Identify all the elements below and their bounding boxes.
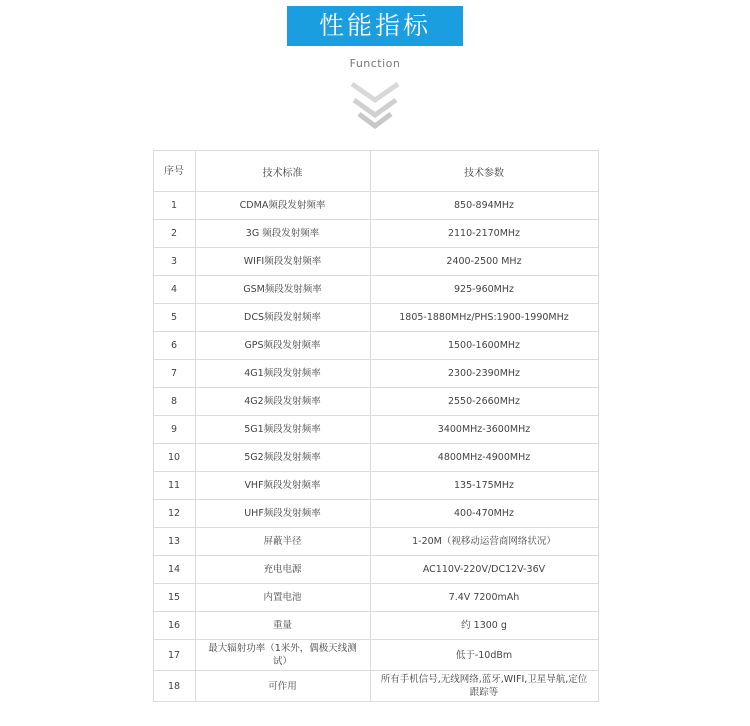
table-row [153, 416, 598, 444]
cell-standard: 充电电源 [195, 556, 370, 584]
spec-table-head [153, 151, 598, 192]
table-row [153, 388, 598, 416]
cell-no: 3 [153, 248, 195, 276]
table-row [153, 500, 598, 528]
header-cell-standard: 技术标准 [195, 151, 370, 192]
cell-param: 2400-2500 MHz [370, 248, 598, 276]
cell-param: 1-20M（视移动运营商网络状况） [370, 528, 598, 556]
cell-param: 2550-2660MHz [370, 388, 598, 416]
cell-no: 9 [153, 416, 195, 444]
header-cell-no: 序号 [153, 151, 195, 192]
cell-param: 3400MHz-3600MHz [370, 416, 598, 444]
cell-no: 8 [153, 388, 195, 416]
cell-param: 1805-1880MHz/PHS:1900-1990MHz [370, 304, 598, 332]
cell-param: AC110V-220V/DC12V-36V [370, 556, 598, 584]
cell-standard: VHF频段发射频率 [195, 472, 370, 500]
cell-no: 5 [153, 304, 195, 332]
page-title: 性能指标 [287, 6, 463, 46]
cell-no: 2 [153, 220, 195, 248]
cell-standard: 内置电池 [195, 584, 370, 612]
table-row [153, 528, 598, 556]
cell-no: 7 [153, 360, 195, 388]
cell-standard-text: 最大辐射功率（1米外，偶极天线测试） [208, 643, 357, 667]
cell-standard: 5G1频段发射频率 [195, 416, 370, 444]
table-row [153, 612, 598, 640]
cell-param-text: 所有手机信号,无线网络,蓝牙,WIFI,卫星导航,定位跟踪等 [380, 674, 588, 698]
cell-no: 18 [153, 671, 195, 702]
table-row [153, 276, 598, 304]
cell-param [370, 671, 598, 702]
cell-standard: 可作用 [195, 671, 370, 702]
cell-standard: WIFI频段发射频率 [195, 248, 370, 276]
spec-table-body [153, 192, 598, 702]
page-root [0, 6, 750, 726]
cell-standard: 重量 [195, 612, 370, 640]
table-row [153, 360, 598, 388]
spec-table-wrapper [153, 150, 598, 702]
cell-no: 4 [153, 276, 195, 304]
cell-standard: 屏蔽半径 [195, 528, 370, 556]
cell-standard: UHF频段发射频率 [195, 500, 370, 528]
cell-param: 2300-2390MHz [370, 360, 598, 388]
cell-param: 400-470MHz [370, 500, 598, 528]
table-row [153, 332, 598, 360]
table-row [153, 248, 598, 276]
double-chevron-down-icon [345, 80, 405, 132]
cell-no: 15 [153, 584, 195, 612]
cell-standard: 3G 频段发射频率 [195, 220, 370, 248]
cell-param: 约 1300 g [370, 612, 598, 640]
cell-no: 16 [153, 612, 195, 640]
cell-param: 1500-1600MHz [370, 332, 598, 360]
cell-param: 850-894MHz [370, 192, 598, 220]
cell-standard: GSM频段发射频率 [195, 276, 370, 304]
cell-standard: 5G2频段发射频率 [195, 444, 370, 472]
cell-standard: CDMA频段发射频率 [195, 192, 370, 220]
cell-no: 13 [153, 528, 195, 556]
table-row [153, 304, 598, 332]
table-header-row [153, 151, 598, 192]
cell-param: 4800MHz-4900MHz [370, 444, 598, 472]
cell-standard: 4G2频段发射频率 [195, 388, 370, 416]
table-row [153, 220, 598, 248]
cell-no: 1 [153, 192, 195, 220]
table-row [153, 584, 598, 612]
cell-no: 12 [153, 500, 195, 528]
cell-no: 17 [153, 640, 195, 671]
table-row [153, 472, 598, 500]
cell-no: 14 [153, 556, 195, 584]
cell-standard: DCS频段发射频率 [195, 304, 370, 332]
page-subtitle: Function [349, 57, 401, 70]
cell-param: 2110-2170MHz [370, 220, 598, 248]
cell-param: 7.4V 7200mAh [370, 584, 598, 612]
cell-param: 925-960MHz [370, 276, 598, 304]
table-row [153, 671, 598, 702]
cell-param: 135-175MHz [370, 472, 598, 500]
table-row [153, 192, 598, 220]
table-row [153, 556, 598, 584]
cell-no: 11 [153, 472, 195, 500]
cell-standard: GPS频段发射频率 [195, 332, 370, 360]
cell-standard [195, 640, 370, 671]
cell-param: 低于-10dBm [370, 640, 598, 671]
table-row [153, 444, 598, 472]
cell-no: 6 [153, 332, 195, 360]
spec-table [153, 150, 599, 702]
cell-standard: 4G1频段发射频率 [195, 360, 370, 388]
header-cell-param: 技术参数 [370, 151, 598, 192]
cell-no: 10 [153, 444, 195, 472]
table-row [153, 640, 598, 671]
